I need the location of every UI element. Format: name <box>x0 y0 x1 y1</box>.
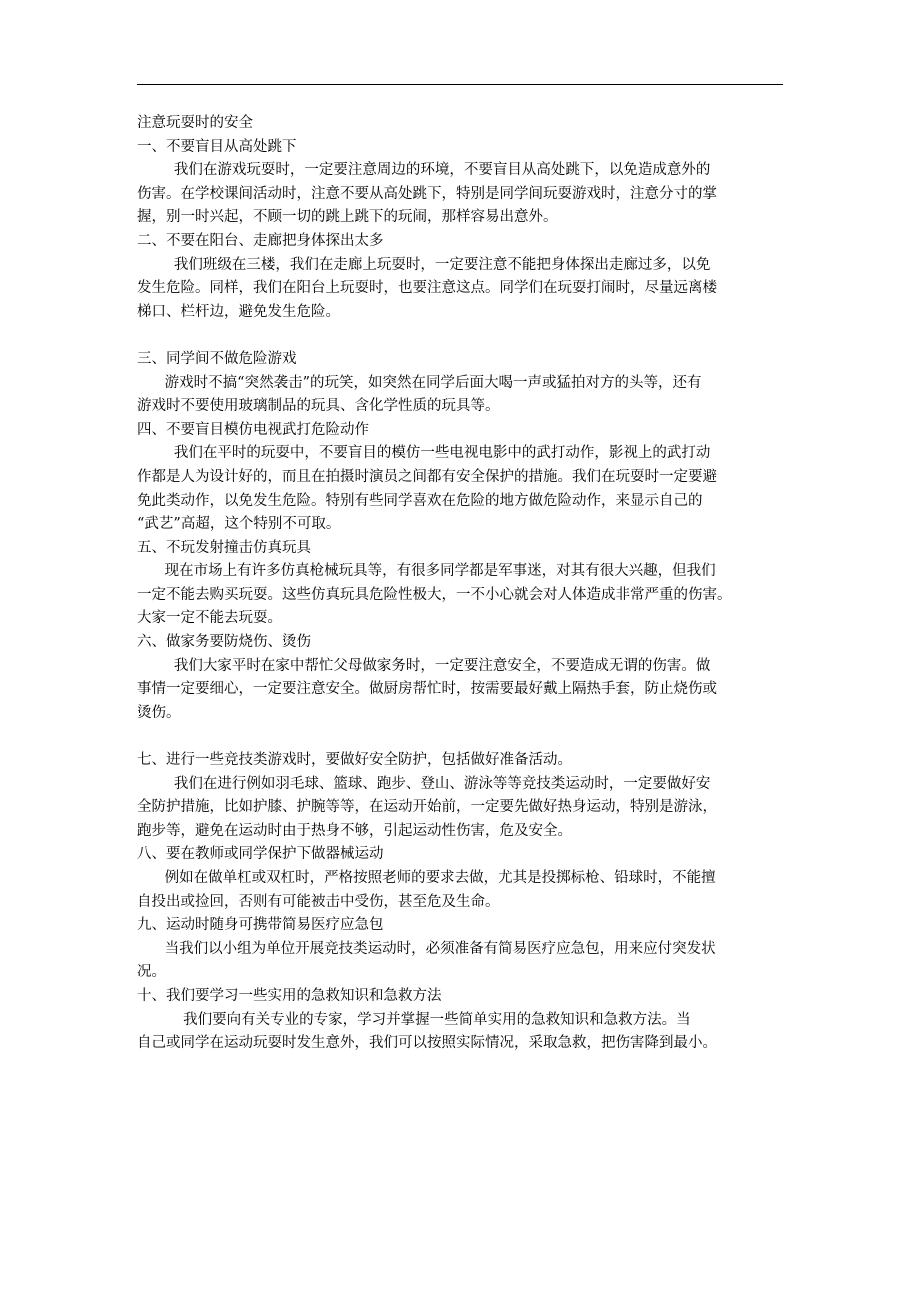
header-rule <box>137 84 783 85</box>
section-5-line: 大家一定不能去玩耍。 <box>137 610 282 627</box>
section-7-line: 全防护措施，比如护膝、护腕等等，在运动开始前，一定要先做好热身运动，特别是游泳， <box>137 799 717 816</box>
section-8-line: 自投出或捡回，否则有可能被击中受伤，甚至危及生命。 <box>137 893 500 910</box>
section-9-line: 况。 <box>137 964 166 981</box>
section-9-line: 当我们以小组为单位开展竞技类运动时，必须准备有简易医疗应急包，用来应付突发状 <box>137 940 716 957</box>
section-heading-5: 五、不玩发射撞击仿真玩具 <box>137 539 311 556</box>
section-heading-3: 三、同学间不做危险游戏 <box>137 350 297 367</box>
section-1-line: 握，别一时兴起，不顾一切的跳上跳下的玩闹，那样容易出意外。 <box>137 209 558 226</box>
section-heading-7: 七、进行一些竞技类游戏时，要做好安全防护，包括做好准备活动。 <box>137 752 572 769</box>
document-body <box>137 112 787 1056</box>
section-8-line: 例如在做单杠或双杠时，严格按照老师的要求去做，尤其是投掷标枪、铅球时，不能擅 <box>137 870 716 886</box>
section-10-line: 自己或同学在运动玩耍时发生意外，我们可以按照实际情况，采取急救，把伤害降到最小。 <box>137 1035 717 1052</box>
section-2-line: 发生危险。同样，我们在阳台上玩耍时，也要注意这点。同学们在玩耍打闹时，尽量远离楼 <box>137 280 717 297</box>
section-heading-6: 六、做家务要防烧伤、烫伤 <box>137 634 311 651</box>
section-1-line: 伤害。在学校课间活动时，注意不要从高处跳下，特别是同学间玩耍游戏时，注意分寸的掌 <box>137 185 717 202</box>
section-6-line: 事情一定要细心，一定要注意安全。做厨房帮忙时，按需要最好戴上隔热手套，防止烧伤或 <box>137 681 717 698</box>
document-title: 注意玩耍时的安全 <box>137 115 253 131</box>
section-4-line: 我们在平时的玩耍中，不要盲目的模仿一些电视电影中的武打动作，影视上的武打动 <box>137 445 711 462</box>
blank-line <box>137 725 787 749</box>
section-2-line: 梯口、栏杆边，避免发生危险。 <box>137 303 340 320</box>
section-4-line: 免此类动作，以免发生危险。特别有些同学喜欢在危险的地方做危险动作，来显示自己的 <box>137 492 703 509</box>
section-7-line: 我们在进行例如羽毛球、篮球、跑步、登山、游泳等等竞技类运动时，一定要做好安 <box>137 775 711 792</box>
section-7-line: 跑步等，避免在运动时由于热身不够，引起运动性伤害，危及安全。 <box>137 822 572 839</box>
section-4-line: “武艺”高超，这个特别不可取。 <box>137 516 341 533</box>
section-heading-1: 一、不要盲目从高处跳下 <box>137 138 297 155</box>
section-10-line: 我们要向有关专业的专家，学习并掌握一些简单实用的急救知识和急救方法。当 <box>137 1011 691 1028</box>
section-5-line: 现在市场上有许多仿真枪械玩具等，有很多同学都是军事迷，对其有很大兴趣，但我们 <box>137 563 716 580</box>
blank-line <box>137 324 787 348</box>
section-3-line: 游戏时不要使用玻璃制品的玩具、含化学性质的玩具等。 <box>137 398 500 415</box>
section-heading-9: 九、运动时随身可携带简易医疗应急包 <box>137 917 384 934</box>
section-6-line: 我们大家平时在家中帮忙父母做家务时，一定要注意安全，不要造成无谓的伤害。做 <box>137 657 711 674</box>
section-5-line: 一定不能去购买玩耍。这些仿真玩具危险性极大，一不小心就会对人体造成非常严重的伤害。 <box>137 586 732 603</box>
section-heading-10: 十、我们要学习一些实用的急救知识和急救方法 <box>137 987 442 1004</box>
section-1-line: 我们在游戏玩耍时，一定要注意周边的环境，不要盲目从高处跳下，以免造成意外的 <box>137 162 711 179</box>
section-6-line: 烫伤。 <box>137 704 181 721</box>
section-3-line: 游戏时不搞“突然袭击”的玩笑，如突然在同学后面大喝一声或猛拍对方的头等，还有 <box>137 374 702 391</box>
section-heading-2: 二、不要在阳台、走廊把身体探出太多 <box>137 232 384 249</box>
section-heading-8: 八、要在教师或同学保护下做器械运动 <box>137 846 384 863</box>
section-heading-4: 四、不要盲目模仿电视武打危险动作 <box>137 421 369 438</box>
section-4-line: 作都是人为设计好的，而且在拍摄时演员之间都有安全保护的措施。我们在玩耍时一定要避 <box>137 468 717 485</box>
section-2-line: 我们班级在三楼，我们在走廊上玩耍时，一定要注意不能把身体探出走廊过多，以免 <box>137 256 711 273</box>
